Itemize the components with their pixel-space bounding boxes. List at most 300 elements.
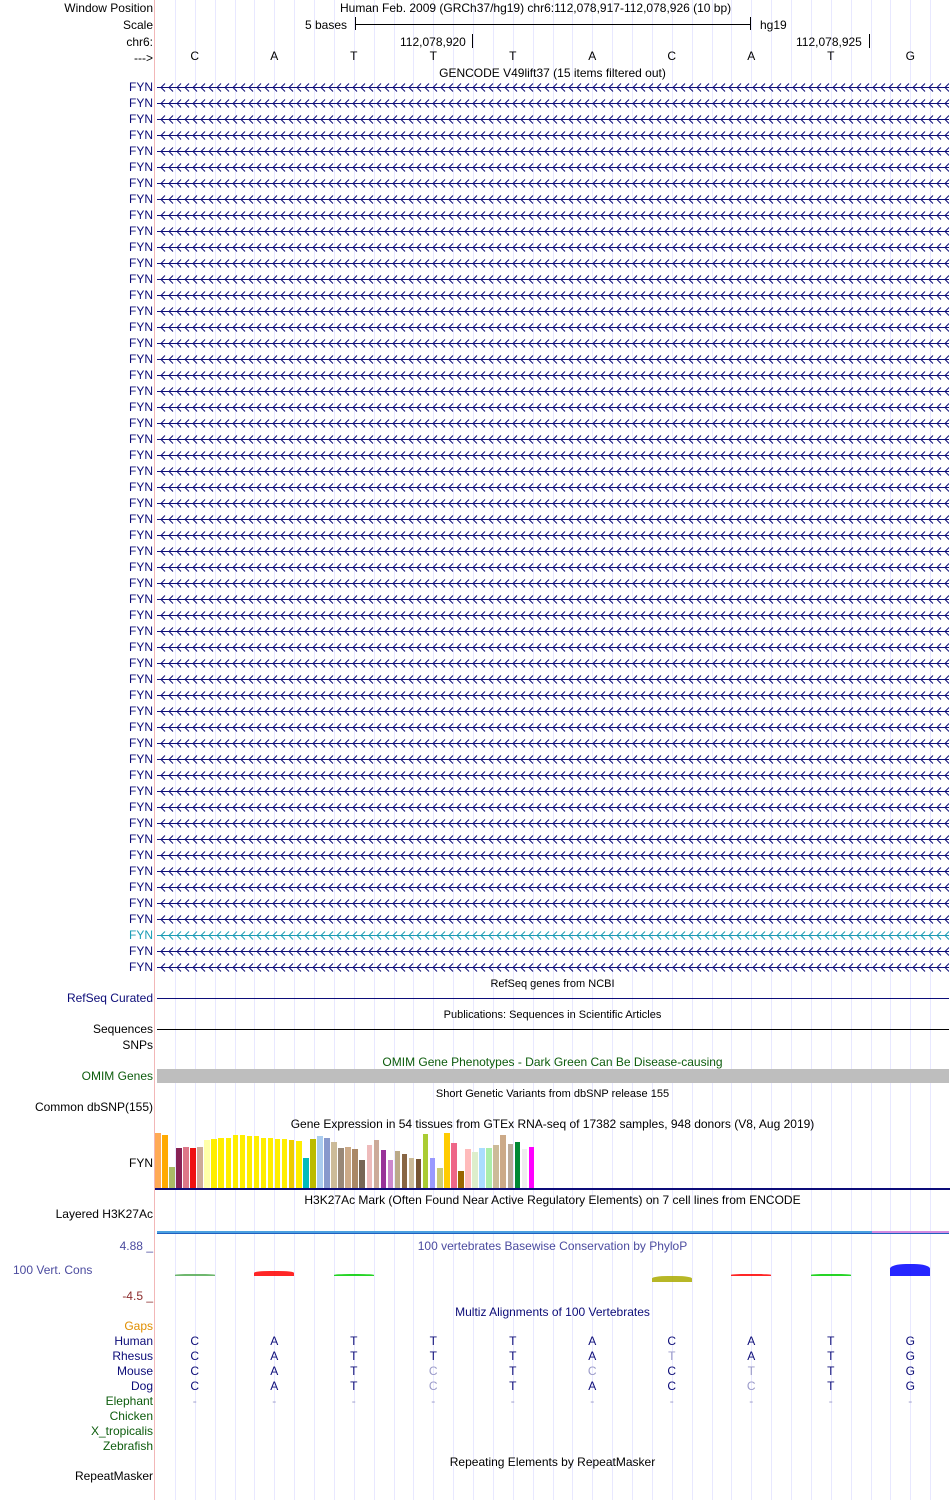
grid-line (513, 0, 514, 1500)
gencode-gene-label[interactable]: FYN (129, 80, 153, 94)
gencode-gene-label[interactable]: FYN (129, 672, 153, 686)
gencode-gene-label[interactable]: FYN (129, 448, 153, 462)
gencode-transcript[interactable] (157, 946, 949, 957)
gtex-tissue-bar[interactable] (190, 1148, 196, 1188)
gencode-transcript[interactable] (157, 578, 949, 589)
gencode-gene-label[interactable]: FYN (129, 320, 153, 334)
alignment-base: T (509, 1349, 517, 1363)
gencode-gene-label[interactable]: FYN (129, 432, 153, 446)
grid-line (374, 0, 375, 1500)
repeatmasker-track-title: Repeating Elements by RepeatMasker (449, 1455, 656, 1469)
phylop-max-label: 4.88 _ (119, 1239, 153, 1253)
gencode-gene-label[interactable]: FYN (129, 352, 153, 366)
gtex-tissue-bar[interactable] (500, 1135, 506, 1188)
gencode-gene-label[interactable]: FYN (129, 512, 153, 526)
sequence-base: A (270, 49, 279, 63)
gencode-transcript[interactable] (157, 834, 949, 845)
phylop-score-mark[interactable] (254, 1271, 294, 1276)
h3k27ac-label[interactable]: Layered H3K27Ac (55, 1207, 153, 1221)
gencode-transcript[interactable] (157, 962, 949, 973)
refseq-track-title: RefSeq genes from NCBI (490, 978, 615, 990)
gtex-tissue-bar[interactable] (268, 1138, 274, 1188)
alignment-base: C (667, 1364, 677, 1378)
gencode-gene-label[interactable]: FYN (129, 896, 153, 910)
gtex-label[interactable]: FYN (129, 1156, 153, 1170)
gencode-transcript[interactable] (157, 226, 949, 237)
gencode-transcript[interactable] (157, 658, 949, 669)
gtex-tissue-bar[interactable] (430, 1158, 436, 1188)
gtex-tissue-bar[interactable] (486, 1148, 492, 1188)
alignment-base: A (270, 1334, 279, 1348)
alignment-base: - (749, 1394, 754, 1408)
gtex-tissue-bar[interactable] (451, 1143, 457, 1188)
gencode-transcript[interactable] (157, 642, 949, 653)
gtex-tissue-bar[interactable] (289, 1140, 295, 1188)
gencode-transcript[interactable] (157, 674, 949, 685)
gencode-gene-label[interactable]: FYN (129, 560, 153, 574)
gencode-transcript[interactable] (157, 178, 949, 189)
alignment-base: C (190, 1379, 200, 1393)
gtex-tissue-bar[interactable] (423, 1134, 429, 1188)
gencode-transcript[interactable] (157, 610, 949, 621)
h3k27ac-bar-2[interactable] (157, 1233, 949, 1234)
species-label[interactable]: Zebrafish (102, 1439, 153, 1453)
gencode-transcript[interactable] (157, 274, 949, 285)
alignment-base: C (667, 1379, 677, 1393)
phylop-score-mark[interactable] (175, 1274, 215, 1276)
species-label[interactable]: Rhesus (112, 1349, 153, 1363)
gencode-gene-label[interactable]: FYN (129, 880, 153, 894)
gencode-transcript[interactable] (157, 514, 949, 525)
alignment-base: A (270, 1364, 279, 1378)
grid-line (433, 0, 434, 1500)
gencode-transcript[interactable] (157, 706, 949, 717)
gtex-tissue-bar[interactable] (444, 1133, 450, 1188)
gencode-transcript[interactable] (157, 290, 949, 301)
gencode-transcript[interactable] (157, 802, 949, 813)
gencode-transcript[interactable] (157, 402, 949, 413)
dbsnp-track-title: Short Genetic Variants from dbSNP release 155 (435, 1088, 670, 1100)
gtex-tissue-bar[interactable] (388, 1160, 394, 1188)
gencode-transcript[interactable] (157, 370, 949, 381)
sequence-base: A (588, 49, 597, 63)
gencode-transcript[interactable] (157, 386, 949, 397)
alignment-base: T (350, 1379, 358, 1393)
scale-label: Scale (122, 18, 153, 32)
gtex-tissue-bar[interactable] (155, 1133, 161, 1188)
gencode-transcript[interactable] (157, 818, 949, 829)
sequence-base: T (827, 49, 835, 63)
position-title: Human Feb. 2009 (GRCh37/hg19) chr6:112,078,917-112,078,926 (10 bp) (340, 1, 732, 15)
gencode-transcript[interactable] (157, 418, 949, 429)
gencode-gene-label[interactable]: FYN (129, 912, 153, 926)
alignment-base: A (588, 1349, 597, 1363)
repeatmasker-label[interactable]: RepeatMasker (74, 1469, 153, 1483)
gtex-bars[interactable] (155, 1132, 950, 1188)
gencode-transcript[interactable] (157, 626, 949, 637)
gencode-gene-label[interactable]: FYN (129, 336, 153, 350)
gtex-tissue-bar[interactable] (183, 1147, 189, 1188)
gtex-tissue-bar[interactable] (324, 1138, 330, 1188)
dbsnp-label[interactable]: Common dbSNP(155) (34, 1100, 153, 1114)
gtex-tissue-bar[interactable] (374, 1140, 380, 1188)
alignment-base: - (828, 1394, 833, 1408)
gencode-gene-label[interactable]: FYN (129, 112, 153, 126)
grid-line (771, 0, 772, 1500)
gencode-gene-label[interactable]: FYN (129, 384, 153, 398)
alignment-base: T (509, 1334, 517, 1348)
alignment-base: C (190, 1364, 200, 1378)
grid-line (413, 0, 414, 1500)
alignment-base: - (351, 1394, 356, 1408)
gencode-transcript[interactable] (157, 546, 949, 557)
gencode-transcript[interactable] (157, 322, 949, 333)
gencode-transcript[interactable] (157, 450, 949, 461)
gencode-transcript[interactable] (157, 338, 949, 349)
gencode-transcript[interactable] (157, 146, 949, 157)
gencode-gene-label[interactable]: FYN (129, 368, 153, 382)
gtex-tissue-bar[interactable] (275, 1139, 281, 1188)
gtex-tissue-bar[interactable] (522, 1149, 528, 1188)
alignment-base: - (669, 1394, 674, 1408)
gencode-gene-label[interactable]: FYN (129, 688, 153, 702)
gencode-gene-label[interactable]: FYN (129, 176, 153, 190)
gtex-tissue-bar[interactable] (233, 1135, 239, 1188)
grid-line (533, 0, 534, 1500)
grid-line (791, 0, 792, 1500)
gencode-gene-label[interactable]: FYN (129, 608, 153, 622)
gencode-transcript[interactable] (157, 690, 949, 701)
gencode-transcript[interactable] (157, 98, 949, 109)
gencode-gene-label[interactable]: FYN (129, 736, 153, 750)
alignment-base: C (190, 1349, 200, 1363)
species-label[interactable]: Mouse (116, 1364, 153, 1378)
sequence-base: T (350, 49, 358, 63)
scale-bar-right-tick (750, 17, 751, 30)
publications-track-title: Publications: Sequences in Scientific Articles (443, 1009, 662, 1021)
gtex-tissue-bar[interactable] (472, 1152, 478, 1188)
gencode-gene-label[interactable]: FYN (129, 720, 153, 734)
phylop-score-mark[interactable] (334, 1274, 374, 1276)
gencode-gene-label[interactable]: FYN (129, 928, 153, 942)
gencode-transcript[interactable] (157, 738, 949, 749)
publications-label[interactable]: Sequences (92, 1022, 153, 1036)
omim-label[interactable]: OMIM Genes (81, 1069, 153, 1083)
gtex-tissue-bar[interactable] (352, 1149, 358, 1188)
gencode-transcript[interactable] (157, 882, 949, 893)
gtex-tissue-bar[interactable] (331, 1142, 337, 1188)
gencode-gene-label[interactable]: FYN (129, 592, 153, 606)
gencode-gene-label[interactable]: FYN (129, 192, 153, 206)
gtex-tissue-bar[interactable] (529, 1147, 535, 1188)
gtex-tissue-bar[interactable] (359, 1160, 365, 1188)
gencode-gene-label[interactable]: FYN (129, 544, 153, 558)
gtex-tissue-bar[interactable] (493, 1145, 499, 1188)
alignment-base: T (827, 1334, 835, 1348)
gtex-tissue-bar[interactable] (254, 1136, 260, 1188)
gtex-tissue-bar[interactable] (261, 1138, 267, 1188)
gencode-gene-label[interactable]: FYN (129, 816, 153, 830)
coord-tick-2 (869, 34, 870, 48)
phylop-score-mark[interactable] (811, 1274, 851, 1276)
gencode-transcript[interactable] (157, 930, 949, 941)
gencode-transcript[interactable] (157, 82, 949, 93)
alignment-base: A (588, 1379, 597, 1393)
snps-label[interactable]: SNPs (122, 1038, 153, 1052)
gencode-gene-label[interactable]: FYN (129, 496, 153, 510)
gencode-gene-label[interactable]: FYN (129, 576, 153, 590)
gtex-tissue-bar[interactable] (317, 1136, 323, 1188)
alignment-base: T (668, 1349, 676, 1363)
publications-line[interactable] (157, 1029, 949, 1030)
coord-label-1: 112,078,920 (400, 35, 466, 49)
label-divider (154, 0, 155, 1500)
species-label[interactable]: Elephant (105, 1394, 153, 1408)
gencode-transcript[interactable] (157, 466, 949, 477)
gencode-gene-label[interactable]: FYN (129, 144, 153, 158)
gtex-tissue-bar[interactable] (282, 1139, 288, 1188)
gencode-transcript[interactable] (157, 850, 949, 861)
gencode-gene-label[interactable]: FYN (129, 960, 153, 974)
alignment-base: - (590, 1394, 595, 1408)
strand-label: ---> (134, 51, 153, 65)
grid-line (612, 0, 613, 1500)
gencode-transcript[interactable] (157, 866, 949, 877)
chrom-label: chr6: (126, 35, 153, 49)
alignment-base: T (429, 1334, 437, 1348)
grid-line (314, 0, 315, 1500)
alignment-base: - (510, 1394, 515, 1408)
gencode-gene-label[interactable]: FYN (129, 272, 153, 286)
gencode-gene-label[interactable]: FYN (129, 944, 153, 958)
gtex-tissue-bar[interactable] (176, 1148, 182, 1188)
gtex-tissue-bar[interactable] (409, 1158, 415, 1188)
alignment-base: - (431, 1394, 436, 1408)
grid-line (493, 0, 494, 1500)
gencode-transcript[interactable] (157, 770, 949, 781)
refseq-line[interactable] (157, 998, 949, 999)
gencode-transcript[interactable] (157, 498, 949, 509)
gtex-tissue-bar[interactable] (345, 1147, 351, 1188)
gaps-label[interactable]: Gaps (124, 1319, 153, 1333)
gtex-tissue-bar[interactable] (395, 1151, 401, 1188)
gencode-transcript[interactable] (157, 162, 949, 173)
gencode-gene-label[interactable]: FYN (129, 768, 153, 782)
gencode-track-title: GENCODE V49lift37 (15 items filtered out) (439, 66, 666, 80)
gencode-transcript[interactable] (157, 530, 949, 541)
gencode-transcript[interactable] (157, 306, 949, 317)
gtex-tissue-bar[interactable] (458, 1171, 464, 1188)
sequence-base: A (747, 49, 756, 63)
alignment-base: T (350, 1364, 358, 1378)
phylop-label[interactable]: 100 Vert. Cons (13, 1263, 93, 1277)
grid-line (235, 0, 236, 1500)
gencode-transcript[interactable] (157, 754, 949, 765)
grid-line (652, 0, 653, 1500)
alignment-base: T (827, 1379, 835, 1393)
phylop-score-mark[interactable] (652, 1276, 692, 1282)
gencode-gene-label[interactable]: FYN (129, 160, 153, 174)
gtex-tissue-bar[interactable] (240, 1135, 246, 1188)
gencode-gene-label[interactable]: FYN (129, 288, 153, 302)
grid-line (672, 0, 673, 1500)
gtex-tissue-bar[interactable] (381, 1150, 387, 1188)
gencode-gene-label[interactable]: FYN (129, 224, 153, 238)
grid-line (572, 0, 573, 1500)
h3k27ac-track-title: H3K27Ac Mark (Often Found Near Active Regulatory Elements) on 7 cell lines from ENCODE (304, 1193, 801, 1207)
alignment-base: T (827, 1349, 835, 1363)
species-label[interactable]: Human (114, 1334, 153, 1348)
phylop-score-mark[interactable] (731, 1274, 771, 1276)
alignment-base: C (667, 1334, 677, 1348)
gencode-gene-label[interactable]: FYN (129, 464, 153, 478)
gencode-gene-label[interactable]: FYN (129, 416, 153, 430)
gencode-gene-label[interactable]: FYN (129, 208, 153, 222)
gencode-transcript[interactable] (157, 258, 949, 269)
gtex-tissue-bar[interactable] (197, 1147, 203, 1188)
grid-line (692, 0, 693, 1500)
grid-line (553, 0, 554, 1500)
gtex-tissue-bar[interactable] (169, 1167, 175, 1188)
grid-line (930, 0, 931, 1500)
gtex-tissue-bar[interactable] (479, 1148, 485, 1188)
gtex-tissue-bar[interactable] (211, 1139, 217, 1188)
grid-line (592, 0, 593, 1500)
alignment-base: T (827, 1364, 835, 1378)
gtex-tissue-bar[interactable] (515, 1142, 521, 1188)
alignment-base: A (588, 1334, 597, 1348)
gencode-transcript[interactable] (157, 722, 949, 733)
grid-line (632, 0, 633, 1500)
alignment-base: G (905, 1379, 915, 1393)
gencode-gene-label[interactable]: FYN (129, 304, 153, 318)
gencode-gene-label[interactable]: FYN (129, 400, 153, 414)
alignment-base: G (905, 1349, 915, 1363)
alignment-base: T (429, 1349, 437, 1363)
gtex-tissue-bar[interactable] (367, 1145, 373, 1188)
alignment-base: G (905, 1334, 915, 1348)
gtex-tissue-bar[interactable] (303, 1158, 309, 1188)
scale-bar (355, 24, 751, 25)
alignment-base: T (350, 1349, 358, 1363)
gtex-tissue-bar[interactable] (402, 1154, 408, 1188)
gencode-gene-label[interactable]: FYN (129, 656, 153, 670)
gtex-track-title: Gene Expression in 54 tissues from GTEx RNA-seq of 17382 samples, 948 donors (V8, Aug 2019) (290, 1117, 815, 1131)
h3k27ac-bar-3[interactable] (872, 1231, 949, 1233)
species-label[interactable]: X_tropicalis (90, 1424, 153, 1438)
gencode-transcript[interactable] (157, 434, 949, 445)
gencode-transcript[interactable] (157, 194, 949, 205)
gtex-tissue-bar[interactable] (218, 1138, 224, 1188)
alignment-base: C (428, 1379, 438, 1393)
gtex-tissue-bar[interactable] (437, 1168, 443, 1188)
gencode-gene-label[interactable]: FYN (129, 848, 153, 862)
alignment-base: C (190, 1334, 200, 1348)
gencode-gene-label[interactable]: FYN (129, 752, 153, 766)
gencode-gene-label[interactable]: FYN (129, 640, 153, 654)
gencode-transcript[interactable] (157, 114, 949, 125)
gencode-transcript[interactable] (157, 898, 949, 909)
sequence-base: G (905, 49, 915, 63)
gencode-transcript[interactable] (157, 786, 949, 797)
gencode-gene-label[interactable]: FYN (129, 704, 153, 718)
alignment-base: T (350, 1334, 358, 1348)
phylop-min-label: -4.5 _ (122, 1289, 153, 1303)
alignment-base: - (272, 1394, 277, 1408)
gencode-transcript[interactable] (157, 210, 949, 221)
gtex-tissue-bar[interactable] (310, 1139, 316, 1188)
gencode-gene-label[interactable]: FYN (129, 480, 153, 494)
alignment-base: A (270, 1349, 279, 1363)
gencode-transcript[interactable] (157, 562, 949, 573)
alignment-base: C (746, 1379, 756, 1393)
gtex-tissue-bar[interactable] (338, 1148, 344, 1188)
alignment-base: A (747, 1349, 756, 1363)
grid-line (473, 0, 474, 1500)
refseq-label[interactable]: RefSeq Curated (66, 991, 153, 1005)
gencode-transcript[interactable] (157, 354, 949, 365)
grid-line (712, 0, 713, 1500)
gtex-tissue-bar[interactable] (296, 1141, 302, 1188)
gencode-gene-label[interactable]: FYN (129, 624, 153, 638)
sequence-base: C (190, 49, 200, 63)
gencode-transcript[interactable] (157, 130, 949, 141)
gencode-gene-label[interactable]: FYN (129, 784, 153, 798)
alignment-base: - (908, 1394, 913, 1408)
coord-tick-1 (472, 34, 473, 48)
gencode-gene-label[interactable]: FYN (129, 800, 153, 814)
gtex-tissue-bar[interactable] (204, 1140, 210, 1188)
gtex-tissue-bar[interactable] (247, 1136, 253, 1188)
gtex-tissue-bar[interactable] (465, 1149, 471, 1188)
window-position-label: Window Position (64, 1, 153, 15)
gencode-gene-label[interactable]: FYN (129, 528, 153, 542)
gencode-gene-label[interactable]: FYN (129, 96, 153, 110)
phylop-track-title: 100 vertebrates Basewise Conservation by PhyloP (417, 1239, 688, 1253)
grid-line (294, 0, 295, 1500)
alignment-base: C (428, 1364, 438, 1378)
multiz-track-title: Multiz Alignments of 100 Vertebrates (455, 1305, 650, 1319)
alignment-base: G (905, 1364, 915, 1378)
coord-label-2: 112,078,925 (796, 35, 862, 49)
gencode-transcript[interactable] (157, 914, 949, 925)
sequence-base: C (667, 49, 677, 63)
gtex-tissue-bar[interactable] (508, 1144, 514, 1188)
gtex-tissue-bar[interactable] (162, 1135, 168, 1188)
gtex-tissue-bar[interactable] (226, 1138, 232, 1188)
alignment-base: T (509, 1364, 517, 1378)
alignment-base: T (509, 1379, 517, 1393)
species-label[interactable]: Dog (130, 1379, 153, 1393)
gencode-gene-label[interactable]: FYN (129, 832, 153, 846)
gtex-baseline (155, 1188, 950, 1190)
alignment-base: A (270, 1379, 279, 1393)
gencode-gene-label[interactable]: FYN (129, 256, 153, 270)
gencode-gene-label[interactable]: FYN (129, 240, 153, 254)
gencode-gene-label[interactable]: FYN (129, 864, 153, 878)
omim-bar[interactable] (157, 1069, 949, 1083)
gencode-transcript[interactable] (157, 594, 949, 605)
species-label[interactable]: Chicken (109, 1409, 153, 1423)
grid-line (394, 0, 395, 1500)
gtex-tissue-bar[interactable] (416, 1159, 422, 1188)
phylop-score-mark[interactable] (890, 1264, 930, 1276)
alignment-base: A (747, 1334, 756, 1348)
gencode-transcript[interactable] (157, 242, 949, 253)
alignment-base: - (192, 1394, 197, 1408)
gencode-gene-label[interactable]: FYN (129, 128, 153, 142)
gencode-transcript[interactable] (157, 482, 949, 493)
